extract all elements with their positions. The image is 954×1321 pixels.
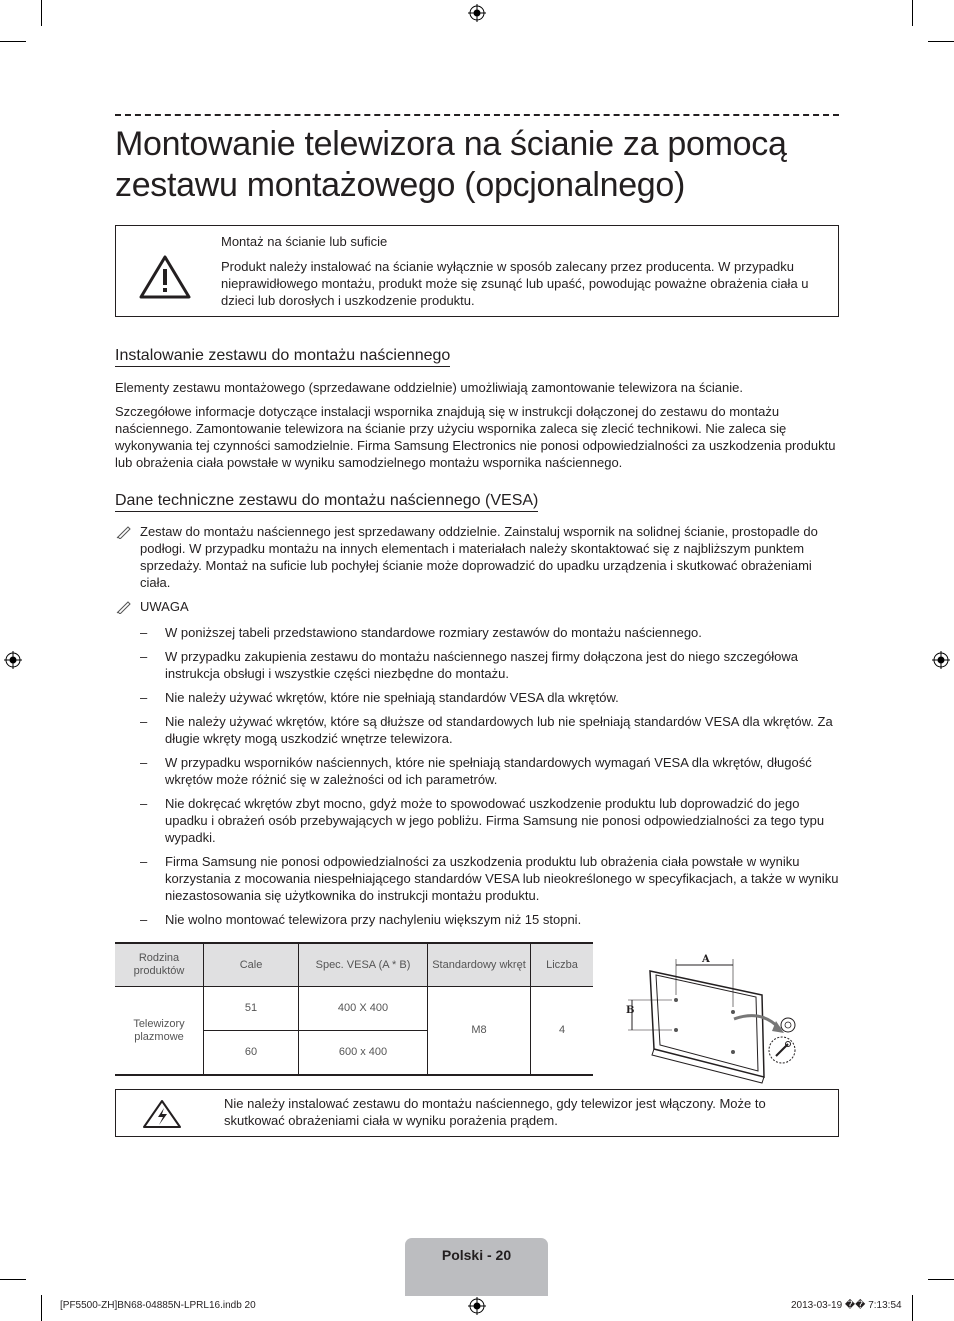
list-item: – Nie należy używać wkrętów, które nie spełniają standardów VESA dla wkrętów. [140, 690, 619, 705]
list-item: – W przypadku zakupienia zestawu do montażu naściennego naszej firmy dołączona jest do niego szczegółowa instrukcja obsługi i wszystkie części niezbędne do montażu. [140, 649, 799, 681]
table-cell-screw: M8 [428, 987, 531, 1076]
list-item: – Nie wolno montować telewizora przy nachyleniu większym niż 15 stopni. [140, 912, 582, 927]
list-item: – Firma Samsung nie ponosi odpowiedzialności za uszkodzenia produktu lub obrażenia ciała powstałe w wyniku korzystania z mocowania niespełniającego standardów VESA lub nieokreślonego w specyfikacjach, a także w wyniku niezastosowania się użytkownika do instrukcji montażu produktu. [140, 854, 839, 903]
table-cell: 600 x 400 [299, 1031, 428, 1076]
table-header: Standardowy wkręt [428, 943, 531, 987]
list-item: – W przypadku wsporników naściennych, które nie spełniają standardowych wymagań VESA dla wkrętów, długość wkrętów może różnić się w zależności od ich parametrów. [140, 755, 812, 787]
table-cell: 400 X 400 [299, 987, 428, 1031]
screw-hole [674, 1028, 678, 1032]
registration-mark-icon [468, 4, 486, 22]
table-cell: 51 [204, 987, 299, 1031]
electric-shock-warning-text: Nie należy instalować zestawu do montażu naściennego, gdy telewizor jest włączony. Może to skutkować obrażeniami ciała w wyniku porażenia prądem. [224, 1096, 766, 1128]
warning-triangle-icon [138, 254, 192, 300]
crop-mark [928, 41, 954, 42]
file-slug: [PF5500-ZH]BN68-04885N-LPRL16.indb 20 [60, 1300, 256, 1311]
wall-mount-diagram [612, 945, 812, 1085]
screw-hole [674, 998, 678, 1002]
crop-mark [912, 0, 913, 26]
table-header: Cale [204, 943, 299, 987]
crop-mark [41, 1295, 42, 1321]
note-pencil-icon [116, 600, 132, 614]
tv-back-outline [650, 971, 764, 1077]
crop-mark [912, 1295, 913, 1321]
table-row [115, 987, 593, 1031]
title-rule [115, 114, 839, 116]
page-number-tab [405, 1238, 548, 1296]
table-header-row [115, 943, 593, 987]
electric-shock-warning-box [115, 1089, 839, 1137]
caution-box [115, 225, 839, 317]
note-text: Zestaw do montażu naściennego jest sprzedawany oddzielnie. Zainstaluj wspornik na solidnej ścianie, prostopadle do podłogi. W przypadku montażu na innych elementach i materiałach należy skontaktować się z najbliższym punktem sprzedaży. Montaż na suficie lub pochyłej ścianie może doprowadzić do upadku urządzenia i skutkować obrażeniami ciała. [140, 524, 818, 590]
note-pencil-icon [116, 525, 132, 539]
paragraph: Szczegółowe informacje dotyczące instalacji wspornika znajdują się w instrukcji dołączonej do zestawu do montażu naściennego. Zamontowanie telewizora na ścianie przy użyciu wspornika zaleca się zlecić technikowi. Nie zaleca się wykonywania tej czynności samodzielnie. Firma Samsung Electronics nie ponosi odpowiedzialności za uszkodzenia produktu lub obrażenia ciała powstałe w wyniku samodzielnego montażu wspornika naściennego. [115, 404, 836, 470]
table-header: Spec. VESA (A * B) [299, 943, 428, 987]
vesa-table [115, 942, 593, 1076]
section-heading-install: Instalowanie zestawu do montażu naściennego [115, 346, 450, 367]
table-header: Rodzina produktów [115, 943, 204, 987]
crop-mark [41, 0, 42, 26]
crop-mark [0, 41, 26, 42]
crop-mark [0, 1279, 26, 1280]
section-heading-vesa: Dane techniczne zestawu do montażu naściennego (VESA) [115, 491, 538, 512]
electric-shock-warning-icon [141, 1099, 183, 1129]
table-cell-count: 4 [531, 987, 594, 1076]
print-date: 2013-03-19 �� 7:13:54 [791, 1300, 902, 1311]
list-item: – Nie dokręcać wkrętów zbyt mocno, gdyż może to spowodować uszkodzenie produktu lub doprowadzić do jego upadku i obrażeń osób przebywających w jego pobliżu. Firma Samsung nie ponosi odpowiedzialności za tego typu wypadki. [140, 796, 825, 845]
list-item: – Nie należy używać wkrętów, które są dłuższe od standardowych lub nie spełniają standardów VESA dla wkrętów. Za długie wkręty mogą uszkodzić wnętrze telewizora. [140, 714, 833, 746]
registration-mark-icon [468, 1297, 486, 1315]
tv-back-inner [656, 975, 758, 1071]
note-label: UWAGA [140, 599, 189, 614]
caution-heading: Montaż na ścianie lub suficie [221, 234, 388, 249]
dimension-label-a: A [702, 954, 710, 965]
page-number: Polski - 20 [441, 1247, 512, 1263]
table-cell: 60 [204, 1031, 299, 1076]
crop-mark [928, 1279, 954, 1280]
registration-mark-icon [932, 651, 950, 669]
table-header: Liczba [531, 943, 594, 987]
caution-text: Produkt należy instalować na ścianie wyłącznie w sposób zalecany przez producenta. W przypadku nieprawidłowego montażu, produkt może się zsunąć lub upaść, powodując poważne obrażenia ciała u dzieci lub dorosłych i uszkodzenie produktu. [221, 259, 809, 308]
list-item: – W poniższej tabeli przedstawiono standardowe rozmiary zestawów do montażu naściennego. [140, 625, 702, 640]
table-cell-family: Telewizory plazmowe [115, 987, 204, 1076]
page-title: Montowanie telewizora na ścianie za pomocą zestawu montażowego (opcjonalnego) [115, 125, 787, 204]
screw-detail-icon [781, 1018, 795, 1032]
bullet-list [140, 624, 840, 935]
paragraph: Elementy zestawu montażowego (sprzedawane oddzielnie) umożliwiają zamontowanie telewizora na ścianie. [115, 380, 743, 395]
screw-hole [731, 1050, 735, 1054]
dimension-label-b: B [626, 1005, 635, 1016]
screw-hole [731, 1010, 735, 1014]
registration-mark-icon [4, 651, 22, 669]
